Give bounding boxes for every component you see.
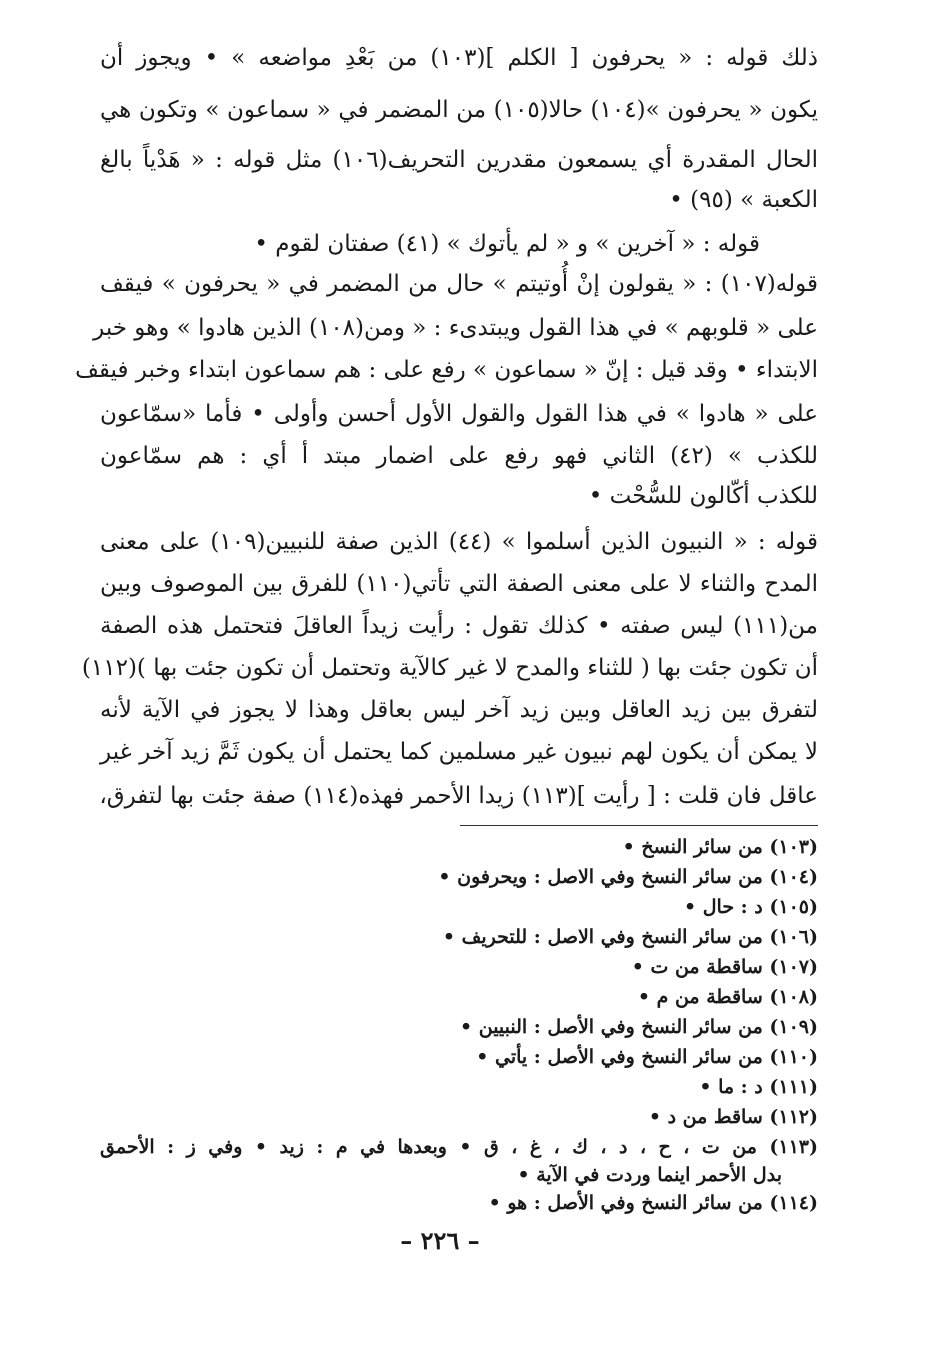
text-line: قوله : « النبيون الذين أسلموا » (٤٤) الذين صفة للنبيين(١٠٩) على معنى bbox=[100, 529, 818, 555]
text-line: على « قلوبهم » في هذا القول ويبتدىء : « ومن(١٠٨) الذين هادوا » وهو خبر bbox=[93, 315, 818, 341]
text-line: على « هادوا » في هذا القول والقول الأول أحسن وأولى • فأما «سمّاعون bbox=[100, 401, 818, 427]
text-line: ذلك قوله : « يحرفون [ الكلم ](١٠٣) من بَعْدِ مواضعه » • ويجوز أن bbox=[100, 45, 819, 71]
footnote: (١١٠) من سائر النسخ وفي الأصل : يأتي • bbox=[476, 1046, 818, 1068]
text-line: المدح والثناء لا على معنى الصفة التي تأتي(١١٠) للفرق بين الموصوف وبين bbox=[100, 571, 818, 597]
page-number: – ٢٢٦ – bbox=[400, 1226, 480, 1255]
footnote: (١٠٤) من سائر النسخ وفي الاصل : ويحرفون • bbox=[438, 866, 818, 888]
footnote: (١٠٥) د : حال • bbox=[683, 896, 818, 918]
footnote-continuation: بدل الأحمر اينما وردت في الآية • bbox=[517, 1164, 782, 1186]
text-line: يكون « يحرفون »(١٠٤) حالا(١٠٥) من المضمر في « سماعون » وتكون هي bbox=[100, 97, 818, 123]
text-line: الابتداء • وقد قيل : إنّ « سماعون » رفع على : هم سماعون ابتداء وخبر فيقف bbox=[75, 357, 818, 383]
text-line: أن تكون جئت بها ( للثناء والمدح لا غير كالآية وتحتمل أن تكون جئت بها )(١١٢) bbox=[81, 655, 818, 681]
text-line: الكعبة » (٩٥) • bbox=[669, 187, 818, 213]
text-line: قوله(١٠٧) : « يقولون إنْ أُوتيتم » حال من المضمر في « يحرفون » فيقف bbox=[100, 271, 818, 297]
footnote-divider bbox=[460, 825, 818, 826]
footnote: (١٠٩) من سائر النسخ وفي الأصل : النبيين • bbox=[459, 1016, 818, 1038]
text-line: لتفرق بين زيد العاقل وبين زيد آخر ليس بعاقل وهذا لا يجوز في الآية لأنه bbox=[100, 697, 818, 723]
text-line: للكذب » (٤٢) الثاني فهو رفع على اضمار مبتد أ أي : هم سمّاعون bbox=[100, 443, 819, 469]
text-line: عاقل فان قلت : [ رأيت ](١١٣) زيدا الأحمر فهذه(١١٤) صفة جئت بها لتفرق، bbox=[99, 783, 818, 809]
text-line: لا يمكن أن يكون لهم نبيون غير مسلمين كما يحتمل أن يكون ثَمَّ زيد آخر غير bbox=[100, 739, 818, 765]
footnote: (١٠٨) ساقطة من م • bbox=[637, 986, 818, 1008]
footnote: (١١٤) من سائر النسخ وفي الأصل : هو • bbox=[488, 1192, 818, 1214]
text-line: من(١١١) ليس صفته • كذلك تقول : رأيت زيداً العاقلَ فتحتمل هذه الصفة bbox=[100, 613, 818, 639]
footnote: (١٠٣) من سائر النسخ • bbox=[622, 836, 818, 858]
text-line: الحال المقدرة أي يسمعون مقدرين التحريف(١٠٦) مثل قوله : « هَدْياً بالغ bbox=[100, 147, 818, 173]
footnote: (١٠٦) من سائر النسخ وفي الاصل : للتحريف • bbox=[442, 926, 818, 948]
text-line: قوله : « آخرين » و « لم يأتوك » (٤١) صفتان لقوم • bbox=[254, 231, 760, 257]
footnote: (١١١) د : ما • bbox=[699, 1076, 818, 1098]
footnote: (١١٢) ساقط من د • bbox=[648, 1106, 818, 1128]
text-line: للكذب أكّالون للسُّحْت • bbox=[588, 483, 818, 509]
footnote: (١١٣) من ت ، ح ، د ، ك ، غ ، ق • وبعدها في م : زيد • وفي ز : الأحمق bbox=[100, 1136, 818, 1158]
footnote: (١٠٧) ساقطة من ت • bbox=[631, 956, 818, 978]
